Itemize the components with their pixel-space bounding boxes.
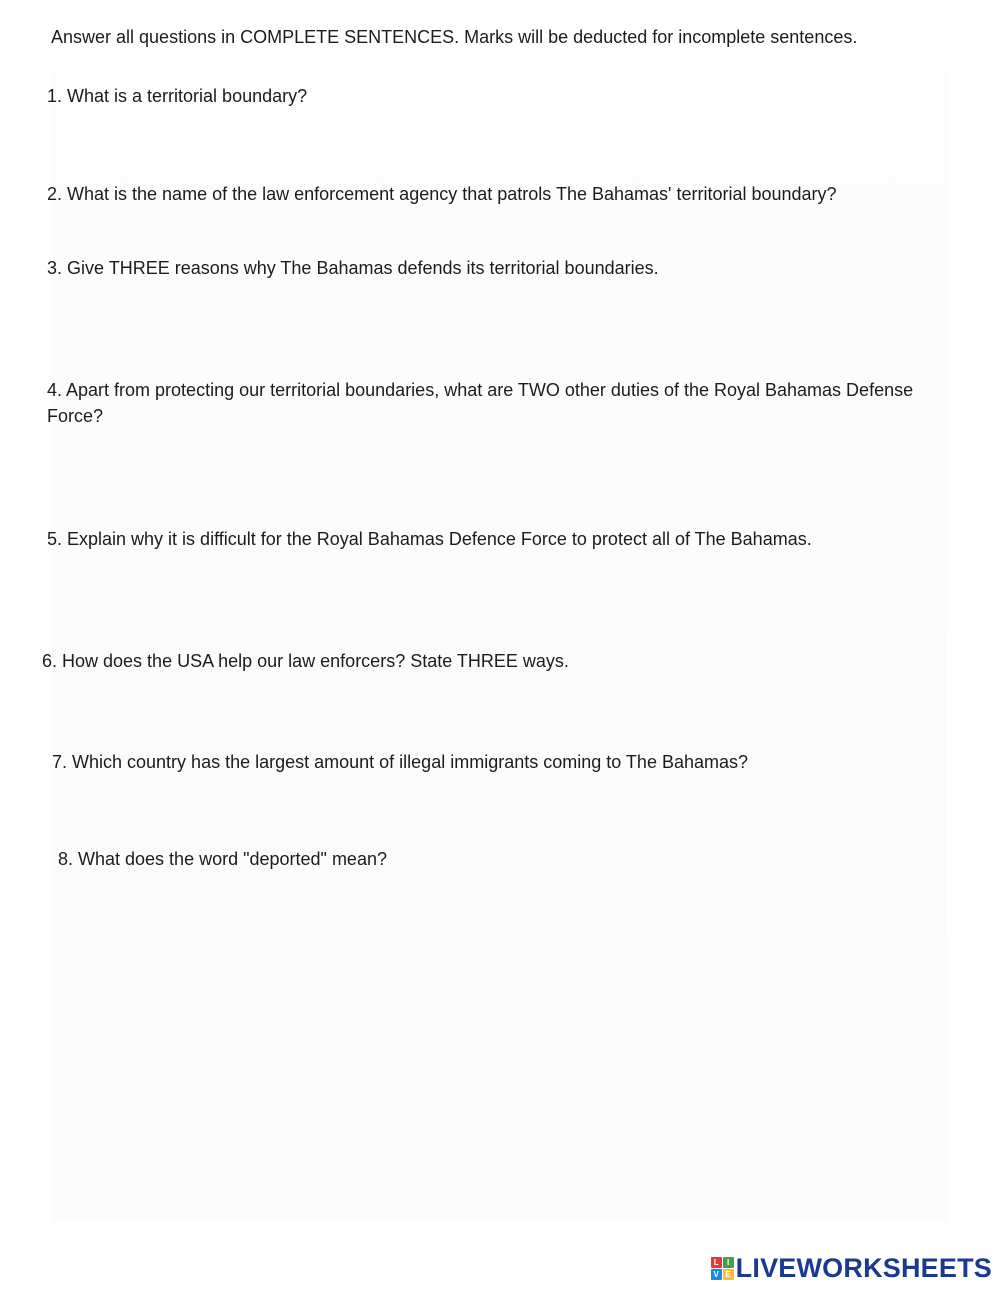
logo-text: LIVEWORKSHEETS — [735, 1253, 992, 1283]
instructions-text: Answer all questions in COMPLETE SENTENCES. Marks will be deducted for incomplete sentences. — [51, 27, 858, 47]
answer-area-5[interactable] — [52, 562, 932, 642]
answer-area-8[interactable] — [52, 881, 932, 1211]
question-7: 7. Which country has the largest amount of illegal immigrants coming to The Bahamas? — [52, 752, 749, 772]
question-8: 8. What does the word "deported" mean? — [58, 849, 387, 869]
answer-area-7[interactable] — [52, 784, 932, 840]
question-2: 2. What is the name of the law enforcement agency that patrols The Bahamas' territorial boundary? — [47, 184, 837, 204]
question-6: 6. How does the USA help our law enforcers? State THREE ways. — [42, 651, 569, 671]
logo-mark-letter: E — [723, 1269, 734, 1280]
answer-area-2[interactable] — [52, 214, 932, 250]
question-4: 4. Apart from protecting our territorial boundaries, what are TWO other duties of the Royal Bahamas Defense Force? — [47, 380, 914, 426]
answer-area-6[interactable] — [52, 683, 932, 743]
answer-area-3[interactable] — [52, 290, 932, 370]
logo-mark-icon — [711, 1257, 734, 1280]
question-1: 1. What is a territorial boundary? — [47, 86, 308, 106]
logo-mark-letter: L — [711, 1257, 722, 1268]
logo-mark-letter: V — [711, 1269, 722, 1280]
answer-area-4[interactable] — [52, 436, 932, 520]
answer-area-1[interactable] — [52, 118, 932, 174]
question-5: 5. Explain why it is difficult for the Royal Bahamas Defence Force to protect all of The Bahamas. — [47, 529, 812, 549]
logo-mark-letter: I — [723, 1257, 734, 1268]
question-3: 3. Give THREE reasons why The Bahamas defends its territorial boundaries. — [47, 258, 659, 278]
liveworksheets-logo[interactable] — [711, 1253, 992, 1284]
